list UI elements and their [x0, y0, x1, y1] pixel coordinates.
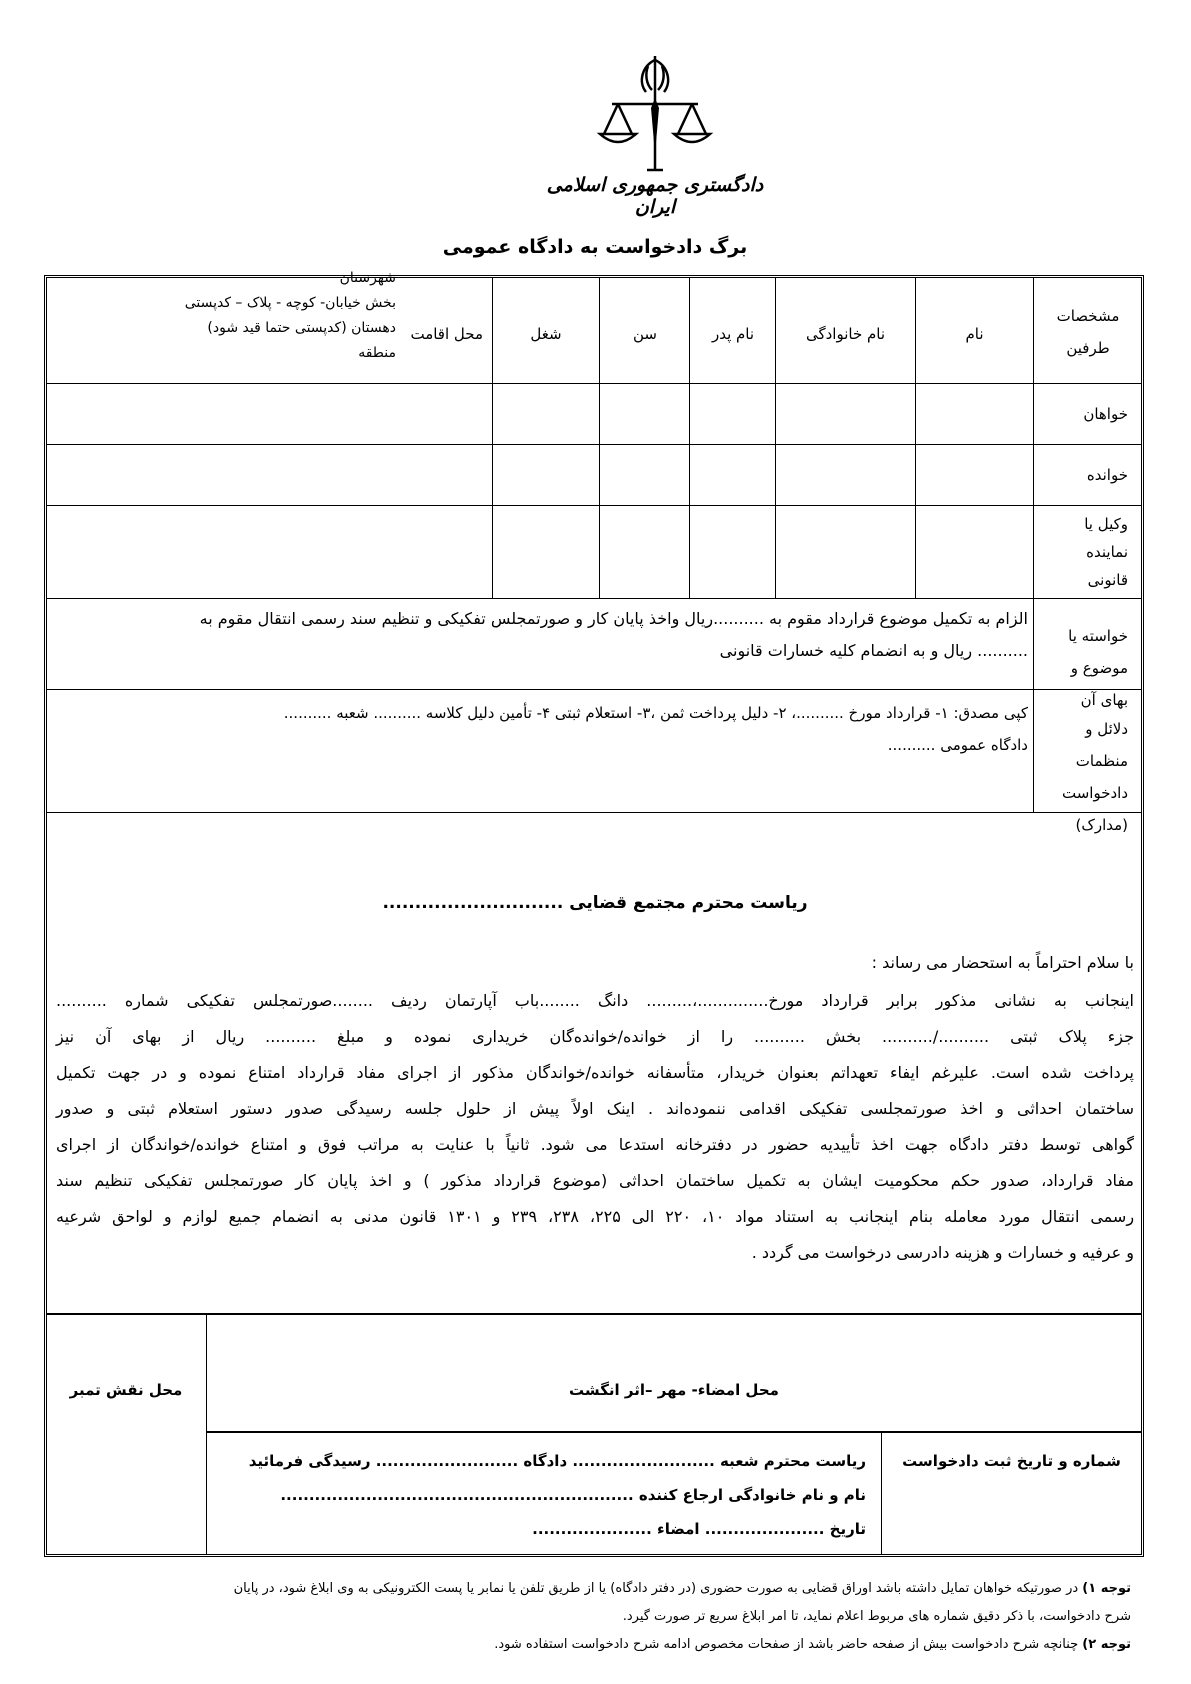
plaintiff-label: خواهان	[1083, 405, 1128, 423]
evidence-text-2: دادگاه عمومی ..........	[887, 736, 1028, 754]
residence-detail-4: منطقه	[358, 345, 396, 361]
note-1-label: توجه ۱)	[1082, 1581, 1131, 1596]
job-header: شغل	[530, 325, 562, 343]
note-1	[51, 1575, 1131, 1603]
body-line-1: اینجانب به نشانی مذکور برابر قرارداد مورخ..............،......... دانگ ........باب آپارتمان ردیف ........صورتمجلس تفکیکی شماره ..........	[56, 991, 1134, 1010]
father-name-header: نام پدر	[711, 325, 755, 343]
note-1-line-1: در صورتیکه خواهان تمایل داشته باشد اوراق قضایی به صورت حضوری (در دفتر دادگاه) یا از طریق تلفن یا نمابر یا پست الکترونیکی به وی ابلاغ شود، در پایان	[233, 1581, 1079, 1596]
referral-line-3: تاریخ ..................... امضاء .....................	[532, 1520, 866, 1538]
body-line-6: مفاد قرارداد، صدور حکم محکومیت ایشان به تکمیل ساختمان احداثی (موضوع قرارداد مذکور ) و اخذ پایان کار صورتمجلس تفکیکی تنظیم سند	[56, 1171, 1134, 1190]
organization-name: دادگستری جمهوری اسلامی ایران	[546, 174, 764, 218]
evidence-label-3: دادخواست	[1061, 784, 1128, 802]
residence-header: محل اقامت	[410, 325, 483, 343]
claim-label-2: موضوع و	[1070, 659, 1128, 677]
residence-detail-3: دهستان (کدپستی حتما قید شود)	[207, 320, 396, 336]
claim-label-3: بهای آن	[1080, 691, 1128, 709]
form-title: برگ دادخواست به دادگاه عمومی	[442, 236, 748, 258]
residence-detail-2: بخش خیابان- کوچه - پلاک – کدپستی	[184, 295, 396, 311]
lawyer-label-1: وکیل یا	[1084, 515, 1128, 533]
residence-detail-1: شهرستان	[339, 270, 396, 286]
age-header: سن	[633, 325, 657, 343]
note-2-text: چنانچه شرح دادخواست بیش از صفحه حاضر باشد از صفحات مخصوص ادامه شرح دادخواست استفاده شود.	[494, 1637, 1079, 1652]
referral-line-2: نام و نام خانوادگی ارجاع کننده ..............................................................	[280, 1486, 866, 1504]
body-line-4: ساختمان احداثی و اخذ صورتمجلسی تفکیکی اقدامی ننموده‌اند . اینک اولاً پیش از حلول جلسه رسیدگی صدور دستور استعلام ثبتی و صدور	[56, 1099, 1134, 1118]
body-line-5: گواهی توسط دفتر دادگاه جهت اخذ تأییدیه حضور در دفترخانه استدعا می شود. ثانیاً با عنایت به مراتب فوق و امتناع خوانده/خواندگان از اجرای	[56, 1135, 1134, 1154]
specs-header-word: طرفین	[1066, 339, 1110, 357]
addressee: ریاست محترم مجتمع قضایی ............................	[382, 893, 808, 913]
evidence-text-1: کپی مصدق: ۱- قرارداد مورخ ..........، ۲- دلیل پرداخت ثمن ،۳- استعلام ثبتی ۴- تأمین دلیل کلاسه .......... شعبه ..........	[283, 704, 1028, 722]
evidence-label-2: منظمات	[1075, 752, 1128, 770]
family-header: نام خانوادگی	[805, 325, 886, 343]
specs-header-word: مشخصات	[1056, 307, 1120, 325]
referral-line-1: ریاست محترم شعبه ......................... دادگاه ......................... رسیدگی فرمائید	[248, 1452, 866, 1470]
body-last-line: و عرفیه و خسارات و هزینه دادرسی درخواست می گردد .	[751, 1243, 1134, 1262]
lawyer-label-2: نماینده	[1086, 543, 1128, 561]
registration-label: شماره و تاریخ ثبت دادخواست	[902, 1452, 1121, 1470]
defendant-label: خوانده	[1086, 466, 1128, 484]
evidence-label-1: دلائل و	[1085, 720, 1128, 738]
note-1-line-2: شرح دادخواست، با ذکر دقیق شماره های مربوط اعلام نماید، تا امر ابلاغ سریع تر صورت گیرد.	[622, 1609, 1131, 1624]
note-2	[51, 1631, 1131, 1659]
stamp-place: محل نقش تمبر	[69, 1381, 183, 1399]
greeting: با سلام احتراماً به استحضار می رساند :	[871, 953, 1134, 972]
specs-header	[1036, 300, 1140, 364]
note-2-label: توجه ۲)	[1082, 1637, 1131, 1652]
signature-place: محل امضاء- مهر –اثر انگشت	[569, 1381, 779, 1399]
body-line-7: رسمی انتقال مورد معامله بنام اینجانب به استناد مواد ۱۰، ۲۲۰ الی ۲۲۵، ۲۳۸، ۲۳۹ و ۱۳۰۱ قانون مدنی به انضمام جمیع لوازم و لواحق شرعیه	[56, 1207, 1135, 1226]
claim-text-2: .......... ریال و به انضمام کلیه خسارات قانونی	[719, 641, 1028, 660]
claim-text-1: الزام به تکمیل موضوع قرارداد مقوم به ..........ریال واخذ پایان کار و صورتمجلس تفکیکی و تنظیم سند رسمی انتقال مقوم به	[199, 609, 1028, 628]
body-line-2: جزء پلاک ثبتی ........../.......... بخش .......... را از خوانده/خوانده‌گان خریداری نموده و مبلغ .......... ریال از بهای آن نیز	[56, 1027, 1134, 1046]
evidence-label-4: (مدارک)	[1075, 816, 1128, 834]
lawyer-label-3: قانونی	[1087, 571, 1128, 589]
iran-judiciary-emblem-icon	[590, 52, 720, 182]
claim-label-1: خواسته یا	[1068, 627, 1128, 645]
name-header: نام	[965, 325, 984, 343]
body-line-3: پرداخت شده است. علیرغم ایفاء تعهداتم بعنوان خریدار، متأسفانه خوانده/خواندگان مذکور از اجرای مفاد قرارداد امتناع نموده و در جهت تکمیل	[56, 1063, 1134, 1082]
